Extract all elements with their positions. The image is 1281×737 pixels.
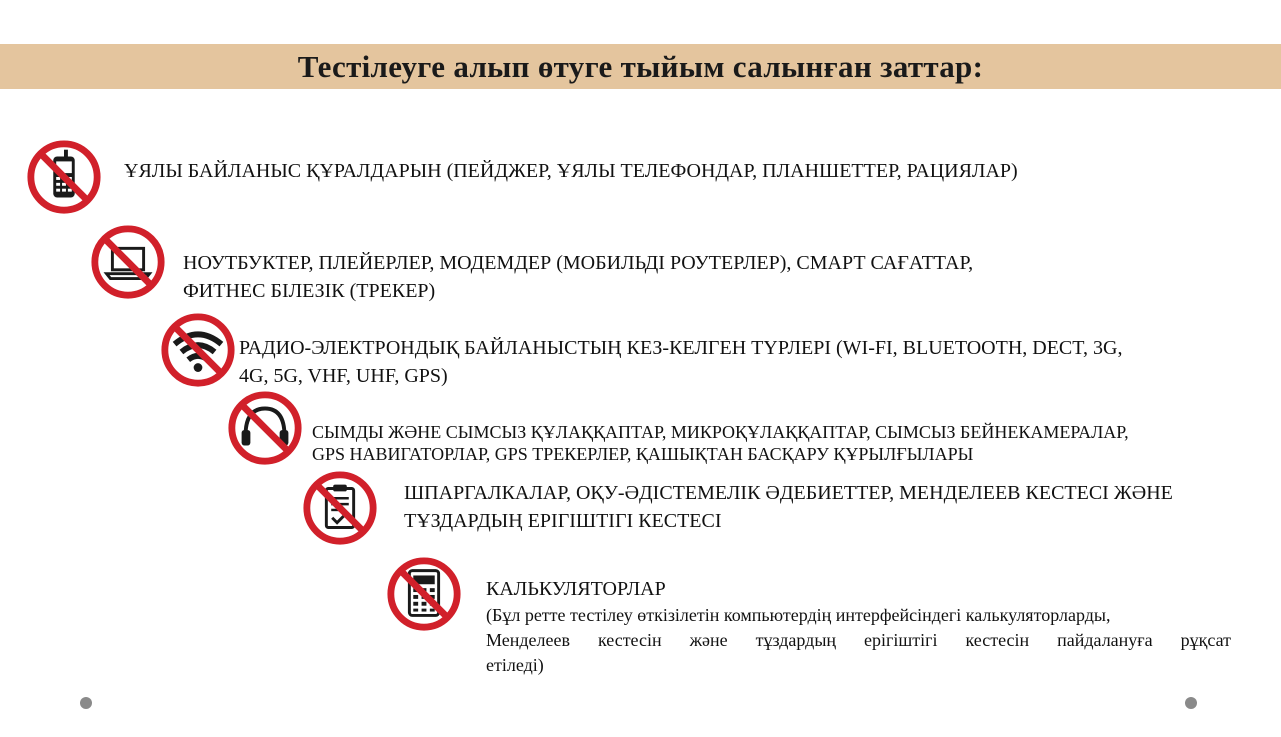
note-line: Менделеев кестесін және тұздардың ерігіштігі кестесін пайдалануға рұқсат bbox=[486, 630, 1231, 650]
item-mobile-text bbox=[124, 157, 1224, 185]
page-title: Тестілеуге алып өтуге тыйым салынған заттар: bbox=[297, 48, 984, 84]
item-line: 4G, 5G, VHF, UHF, GPS) bbox=[239, 365, 448, 387]
item-line: РАДИО-ЭЛЕКТРОНДЫҚ БАЙЛАНЫСТЫҢ КЕЗ-КЕЛГЕН ТҮРЛЕРІ (WI-FI, BLUETOOTH, DECT, 3G, bbox=[239, 337, 1123, 359]
laptop-icon bbox=[89, 223, 167, 301]
item-line: СЫМДЫ ЖӘНЕ СЫМСЫЗ ҚҰЛАҚҚАПТАР, МИКРОҚҰЛАҚҚАПТАР, СЫМСЫЗ БЕЙНЕКАМЕРАЛАР, bbox=[312, 422, 1129, 442]
item-line: ҰЯЛЫ БАЙЛАНЫС ҚҰРАЛДАРЫН (ПЕЙДЖЕР, ҰЯЛЫ ТЕЛЕФОНДАР, ПЛАНШЕТТЕР, РАЦИЯЛАР) bbox=[124, 160, 1018, 182]
item-line: КАЛЬКУЛЯТОРЛАР bbox=[486, 578, 666, 600]
item-line: НОУТБУКТЕР, ПЛЕЙЕРЛЕР, МОДЕМДЕР (МОБИЛЬДІ РОУТЕРЛЕР), СМАРТ САҒАТТАР, bbox=[183, 252, 974, 274]
item-calculator-text bbox=[486, 575, 1231, 678]
clipboard-icon bbox=[301, 469, 379, 547]
item-line: ШПАРГАЛКАЛАР, ОҚУ-ӘДІСТЕМЕЛІК ӘДЕБИЕТТЕР, МЕНДЕЛЕЕВ КЕСТЕСІ ЖӘНЕ bbox=[404, 482, 1173, 504]
wifi-icon bbox=[159, 311, 237, 389]
headphones-icon bbox=[226, 389, 304, 467]
title-banner bbox=[0, 44, 1281, 89]
calculator-icon bbox=[385, 555, 463, 633]
mobile-phone-icon bbox=[25, 138, 103, 216]
item-wifi-text bbox=[239, 334, 1269, 390]
item-line: ФИТНЕС БІЛЕЗІК (ТРЕКЕР) bbox=[183, 280, 436, 302]
slide-dot-left bbox=[80, 697, 92, 709]
item-laptop-text bbox=[183, 249, 1183, 305]
item-line: ТҰЗДАРДЫҢ ЕРІГІШТІГІ КЕСТЕСІ bbox=[404, 510, 722, 532]
note-line: (Бұл ретте тестілеу өткізілетін компьютердің интерфейсіндегі калькуляторларды, bbox=[486, 605, 1111, 625]
note-line: етіледі) bbox=[486, 655, 544, 675]
item-clipboard-text bbox=[404, 479, 1279, 535]
calculator-note bbox=[486, 603, 1231, 678]
slide-dot-right bbox=[1185, 697, 1197, 709]
item-line: GPS НАВИГАТОРЛАР, GPS ТРЕКЕРЛЕР, ҚАШЫҚТАН БАСҚАРУ ҚҰРЫЛҒЫЛАРЫ bbox=[312, 444, 974, 464]
item-headphones-text bbox=[312, 421, 1272, 465]
